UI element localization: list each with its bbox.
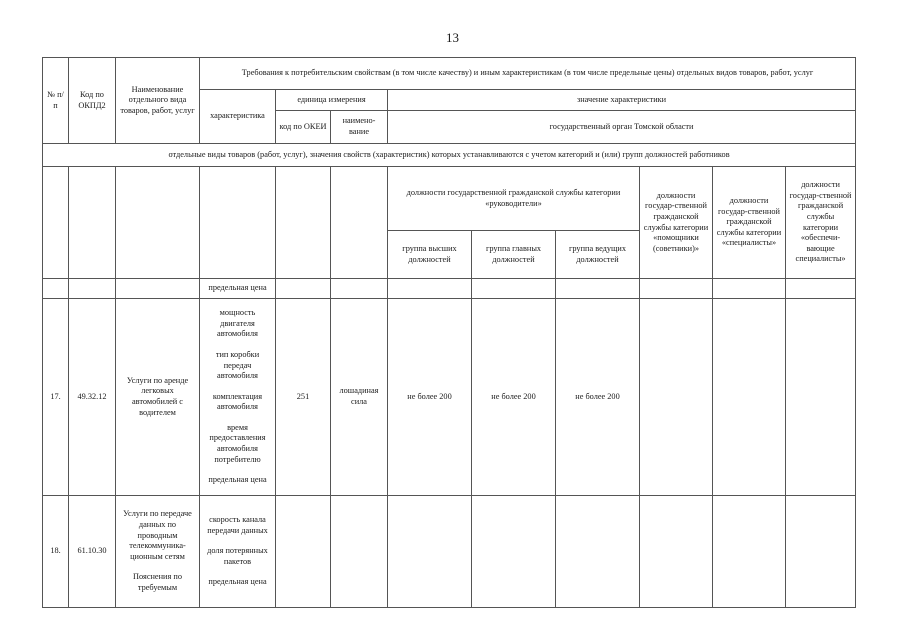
empty-cell — [43, 167, 69, 279]
empty-cell — [472, 496, 556, 608]
empty-cell — [640, 279, 713, 299]
group-leading: группа ведущих должностей — [556, 231, 640, 279]
empty-cell — [276, 167, 331, 279]
table-row — [43, 496, 856, 608]
row-unit-name: лошадиная сила — [331, 299, 388, 496]
position-specialists: должности государ-ственной гражданской службы категории «специалисты» — [713, 167, 786, 279]
page-number: 13 — [446, 30, 459, 45]
row-num: 17. — [43, 299, 69, 496]
characteristic-item: доля потерянных пакетов — [207, 546, 268, 566]
header-authority: государственный орган Томской области — [388, 111, 856, 144]
empty-cell — [276, 496, 331, 608]
value-leading: не более 200 — [556, 299, 640, 496]
characteristic-item: скорость канала передачи данных — [207, 515, 268, 535]
header-characteristic: характеристика — [200, 90, 276, 144]
header-value: значение характеристики — [388, 90, 856, 111]
characteristic-item: комплектация автомобиля — [212, 391, 263, 412]
row-num: 18. — [43, 496, 69, 608]
header-unit: единица измерения — [276, 90, 388, 111]
empty-cell — [69, 167, 116, 279]
group-main: группа главных должностей — [472, 231, 556, 279]
empty-cell — [786, 299, 856, 496]
header-requirements: Требования к потребительским свойствам (в том числе качеству) и иным характеристикам (в том числе предельные цены) отдельных видов товаров, работ, услуг — [200, 58, 856, 90]
row-name: Услуги по аренде легковых автомобилей с водителем — [116, 299, 200, 496]
row-code: 61.10.30 — [69, 496, 116, 608]
header-okei-code: код по ОКЕИ — [276, 111, 331, 144]
empty-cell — [640, 299, 713, 496]
empty-cell — [472, 279, 556, 299]
empty-cell — [276, 279, 331, 299]
empty-cell — [331, 279, 388, 299]
header-okpd: Код по ОКПД2 — [69, 58, 116, 144]
empty-cell — [331, 167, 388, 279]
row-characteristics — [200, 496, 276, 608]
header-unit-name: наимено-вание — [331, 111, 388, 144]
empty-cell — [200, 167, 276, 279]
empty-cell — [331, 496, 388, 608]
row-okei: 251 — [276, 299, 331, 496]
empty-cell — [713, 279, 786, 299]
characteristic-item: мощность двигателя автомобиля — [217, 308, 258, 339]
empty-cell — [713, 299, 786, 496]
value-highest: не более 200 — [388, 299, 472, 496]
group-highest: группа высших должностей — [388, 231, 472, 279]
characteristic-item: предельная цена — [208, 475, 267, 485]
empty-cell — [388, 496, 472, 608]
empty-cell — [786, 279, 856, 299]
row-characteristics — [200, 299, 276, 496]
row-note: Пояснения по требуемым — [133, 572, 182, 592]
characteristic-item: предельная цена — [208, 577, 267, 587]
empty-cell — [116, 167, 200, 279]
row-name — [116, 496, 200, 608]
value-main: не более 200 — [472, 299, 556, 496]
characteristic-item: время предоставления автомобиля потребителю — [209, 422, 266, 464]
requirements-table — [42, 57, 856, 608]
row-code: 49.32.12 — [69, 299, 116, 496]
empty-cell — [116, 279, 200, 299]
position-leaders: должности государственной гражданской службы категории «руководители» — [388, 167, 640, 231]
row-name-text: Услуги по передаче данных по проводным телекоммуника-ционным сетям — [123, 509, 192, 561]
empty-cell — [556, 496, 640, 608]
header-num: № п/п — [43, 58, 69, 144]
price-limit-label: предельная цена — [200, 279, 276, 299]
position-support: должности государ-ственной гражданской службы категории «обеспечи-вающие специалисты» — [786, 167, 856, 279]
empty-cell — [640, 496, 713, 608]
empty-cell — [713, 496, 786, 608]
empty-cell — [388, 279, 472, 299]
empty-cell — [43, 279, 69, 299]
empty-cell — [556, 279, 640, 299]
table-row — [43, 299, 856, 496]
characteristic-item: тип коробки передач автомобиля — [215, 349, 260, 381]
empty-cell — [69, 279, 116, 299]
position-assistants: должности государ-ственной гражданской службы категории «помощники (советники)» — [640, 167, 713, 279]
section-row: отдельные виды товаров (работ, услуг), значения свойств (характеристик) которых устанавливаются с учетом категорий и (или) групп должностей работников — [43, 144, 856, 167]
header-name: Наименование отдельного вида товаров, работ, услуг — [116, 58, 200, 144]
empty-cell — [786, 496, 856, 608]
